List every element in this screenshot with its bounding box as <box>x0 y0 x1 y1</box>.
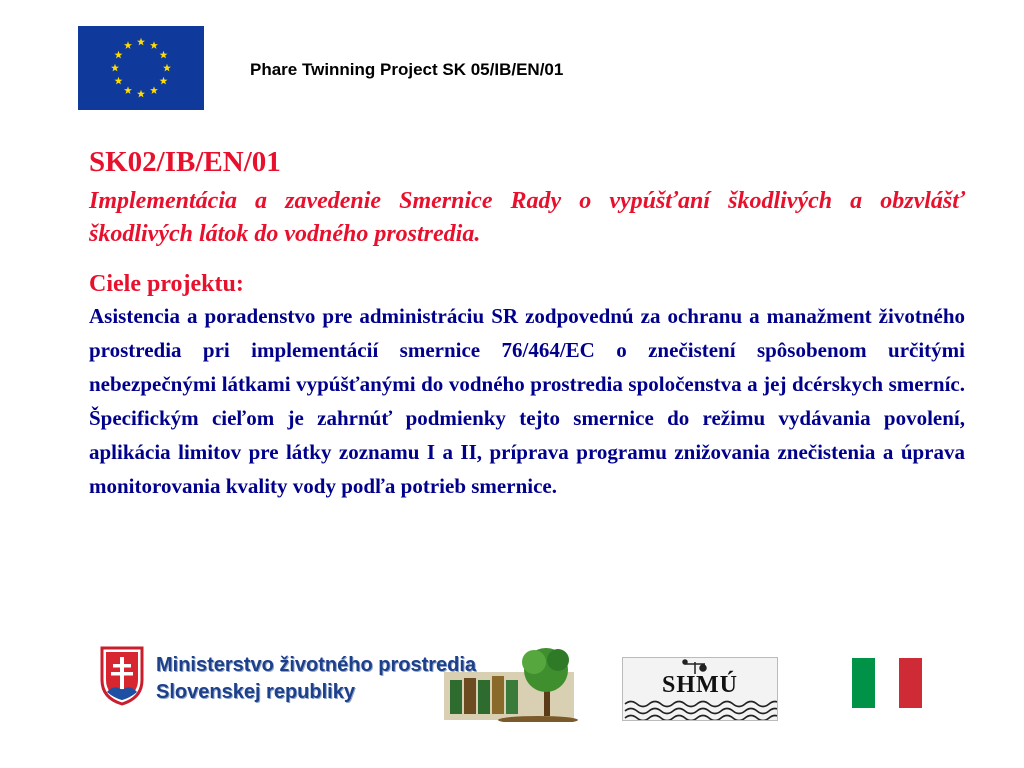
italy-flag-white <box>875 658 898 708</box>
ministry-name-line2: Slovenskej republiky <box>156 681 355 703</box>
goals-heading: Ciele projektu: <box>89 271 244 297</box>
ministry-logo <box>98 640 578 722</box>
italy-flag-green <box>852 658 875 708</box>
page-header-title: Phare Twinning Project SK 05/IB/EN/01 <box>250 60 564 79</box>
italy-flag-icon <box>852 658 922 708</box>
ministry-name <box>156 652 476 706</box>
main-content <box>89 145 965 503</box>
shmu-logo <box>622 657 778 721</box>
goals-text: Asistencia a poradenstvo pre administráciu SR zodpovednú za ochranu a manažment životného prostredia pri implementácií smernice 76/464/EC o znečistení spôsobenom určitými nebezpečnými látkami vypúšťanými do vodného prostredia spoločenstva a jej dcérskych smerníc. Špecifickým cieľom je zahrnúť podmienky tejto smernice do režimu vydávania povolení, aplikácia limitov pre látky zoznamu I a II, príprava programu znižovania znečistenia a úprava monitorovania kvality vody podľa potrieb smernice. <box>89 304 965 498</box>
logo-bar <box>0 640 1024 730</box>
italy-flag-red <box>899 658 922 708</box>
ministry-name-line1: Ministerstvo životného prostredia <box>156 654 477 676</box>
slovak-coat-of-arms-icon <box>102 648 142 704</box>
project-code: SK02/IB/EN/01 <box>89 146 281 178</box>
eu-flag-icon <box>78 26 204 110</box>
project-title: Implementácia a zavedenie Smernice Rady o vypúšťaní škodlivých a obzvlášť škodlivých látok do vodného prostredia. <box>89 188 965 247</box>
shmu-text: SHMÚ <box>662 672 738 698</box>
